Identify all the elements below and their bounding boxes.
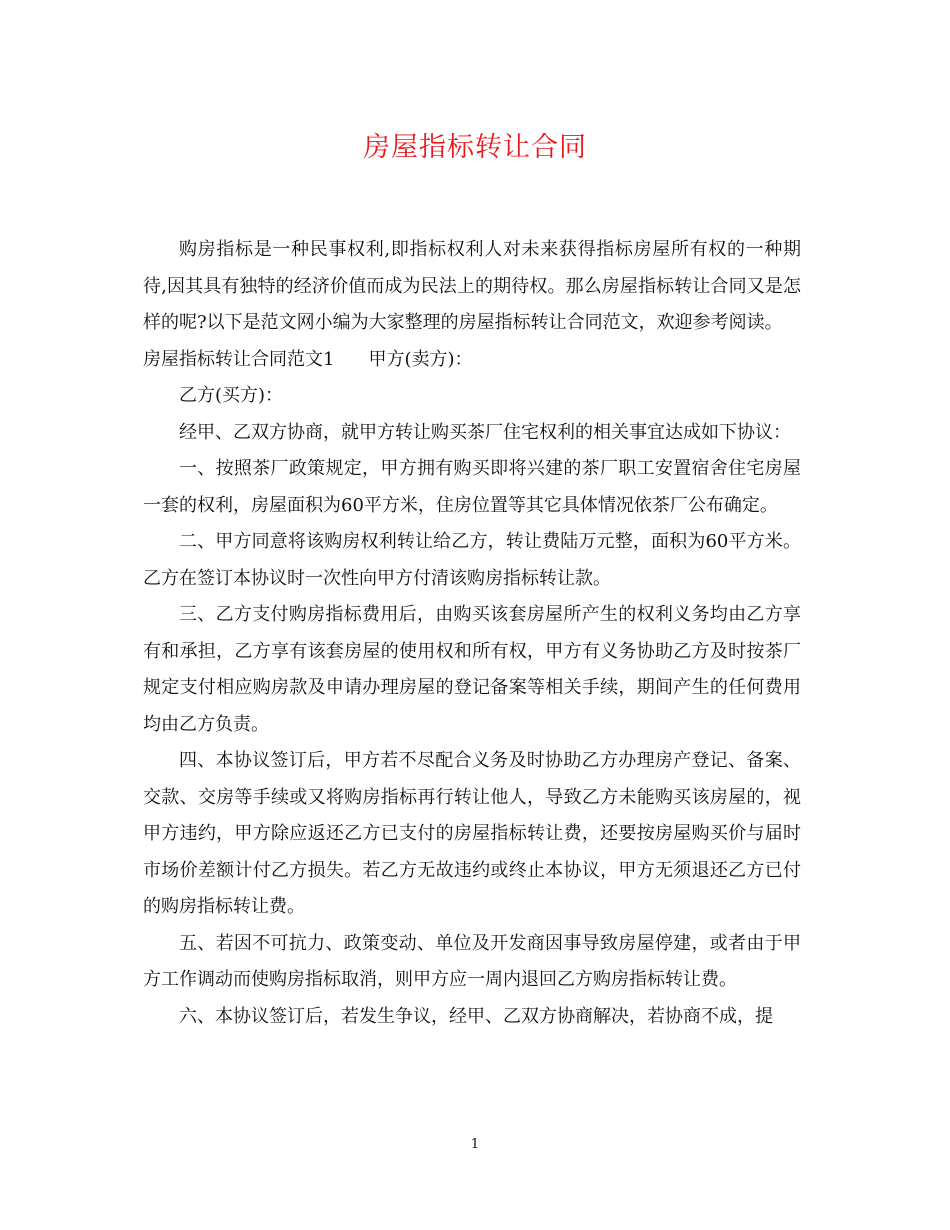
clause-4: 四、本协议签订后，甲方若不尽配合义务及时协助乙方办理房产登记、备案、交款、交房等手续或又将购房指标再行转让他人，导致乙方未能购买该房屋的，视甲方违约，甲方除应返还乙方已支付的房屋指标转让费，还要按房屋购买价与届时市场价差额计付乙方损失。若乙方无故违约或终止本协议，甲方无须退还乙方已付的购房指标转让费。 — [143, 750, 801, 917]
page-number: 1 — [470, 1137, 480, 1152]
party-a-label: 甲方(卖方)： — [368, 348, 473, 370]
document-body — [143, 232, 801, 1035]
clause-preamble: 经甲、乙双方协商，就甲方转让购买茶厂住宅权利的相关事宜达成如下协议： — [179, 421, 791, 443]
clause-2: 二、甲方同意将该购房权利转让给乙方，转让费陆万元整，面积为60平方米。乙方在签订本协议时一次性向甲方付清该购房指标转让款。 — [143, 531, 801, 589]
section-heading-line — [143, 342, 801, 379]
party-b-label: 乙方(买方)： — [179, 385, 284, 406]
document-title: 房屋指标转让合同 — [363, 132, 587, 163]
intro-paragraph: 购房指标是一种民事权利,即指标权利人对未来获得指标房屋所有权的一种期待,因其具有独特的经济价值而成为民法上的期待权。那么房屋指标转让合同又是怎样的呢?以下是范文网小编为大家整理的房屋指标转让合同范文，欢迎参考阅读。 — [143, 239, 801, 333]
clause-6: 六、本协议签订后，若发生争议，经甲、乙双方协商解决，若协商不成，提 — [179, 1005, 773, 1027]
section-heading: 房屋指标转让合同范文1 — [143, 348, 335, 370]
clause-3: 三、乙方支付购房指标费用后，由购买该套房屋所产生的权利义务均由乙方享有和承担，乙方享有该套房屋的使用权和所有权，甲方有义务协助乙方及时按茶厂规定支付相应购房款及申请办理房屋的登记备案等相关手续，期间产生的任何费用均由乙方负责。 — [143, 604, 801, 735]
clause-1: 一、按照茶厂政策规定，甲方拥有购买即将兴建的茶厂职工安置宿舍住宅房屋一套的权利，房屋面积为60平方米，住房位置等其它具体情况依茶厂公布确定。 — [143, 458, 801, 516]
clause-5: 五、若因不可抗力、政策变动、单位及开发商因事导致房屋停建，或者由于甲方工作调动而使购房指标取消，则甲方应一周内退回乙方购房指标转让费。 — [143, 932, 801, 990]
